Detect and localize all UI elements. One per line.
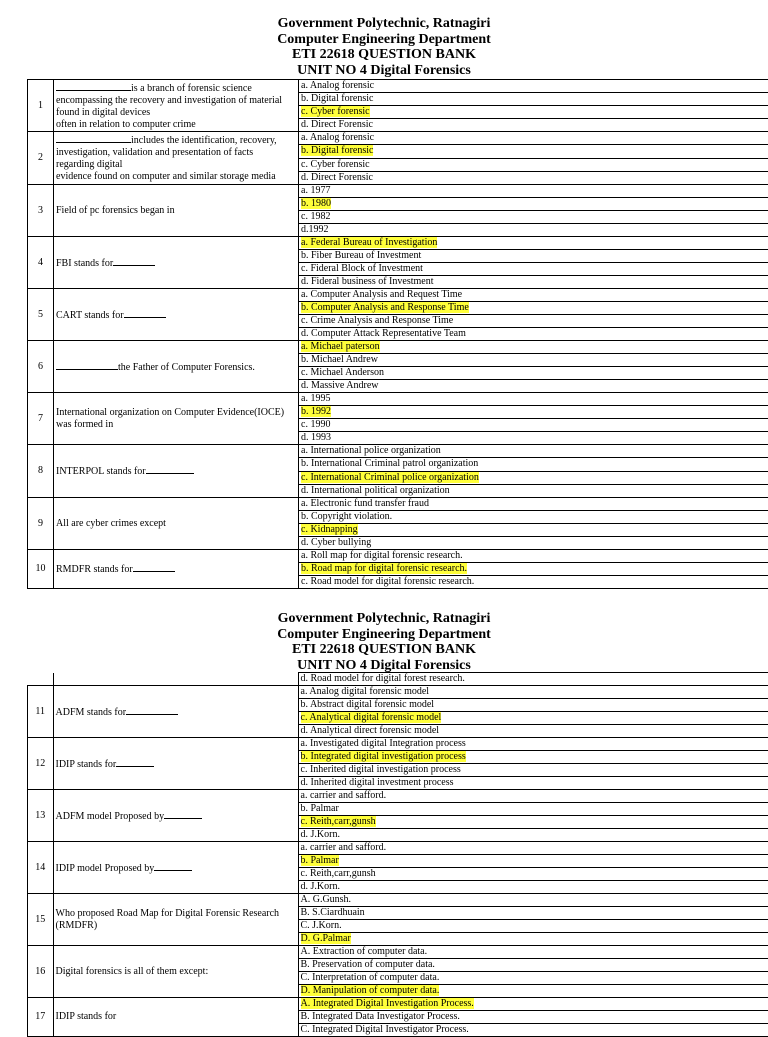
question-line [56,757,296,771]
question-line-text: found in digital devices [56,107,150,118]
answer-option [299,158,768,171]
question-row [28,998,768,1011]
option-text: a. International police organization [301,445,441,456]
answer-option [299,484,768,497]
question-number: 12 [28,738,54,790]
option-text: d. Massive Andrew [301,380,379,391]
question-number: 7 [28,393,54,445]
option-text: c. 1982 [301,211,330,222]
department-name: Computer Engineering Department [0,627,768,643]
question-number: 10 [28,550,54,589]
question-line-text: (RMDFR) [56,920,98,931]
answer-option [299,80,768,93]
correct-answer-option [298,751,768,764]
option-text: D. G.Palmar [301,933,351,944]
option-text: c. Reith,carr,gunsh [301,868,376,879]
question-text [54,341,299,393]
correct-answer-option [298,933,768,946]
question-number: 16 [28,946,54,998]
option-text: D. Manipulation of computer data. [301,985,440,996]
question-text [54,498,299,550]
question-number: 2 [28,132,54,185]
question-text [54,132,299,185]
question-line [56,360,296,374]
question-line [56,171,296,183]
answer-option [299,224,768,237]
question-line-text: includes the identification, recovery, [131,135,277,146]
answer-option [298,1011,768,1024]
option-text: c. Cyber forensic [301,106,370,117]
option-text: A. Extraction of computer data. [301,946,428,957]
option-text: d. J.Korn. [301,881,340,892]
question-table-page-1 [27,79,768,589]
question-text [53,946,298,998]
fill-in-blank [154,861,192,871]
question-number: 1 [28,80,54,132]
answer-option [298,881,768,894]
question-row [28,550,768,563]
answer-option [298,946,768,959]
option-text: c. Road model for digital forensic research. [301,576,474,587]
answer-option [299,498,768,511]
answer-option [299,289,768,302]
question-row [28,790,768,803]
correct-answer-option [299,341,768,354]
option-text: d. 1993 [301,432,331,443]
option-text: c. 1990 [301,419,330,430]
fill-in-blank [124,308,166,318]
answer-option [298,803,768,816]
answer-option [298,699,768,712]
question-line-text: FBI stands for [56,258,113,269]
answer-option [298,842,768,855]
question-line [56,518,296,530]
page-2-header [0,611,768,673]
question-row [28,498,768,511]
option-text: b. Palmar [301,855,339,866]
question-text [54,80,299,132]
question-line-text: Field of pc forensics began in [56,205,175,216]
option-text: b. Copyright violation. [301,511,392,522]
institute-name: Government Polytechnic, Ratnagiri [0,611,768,627]
question-text [54,185,299,237]
question-line-text: evidence found on computer and similar storage media [56,171,276,182]
answer-option [298,725,768,738]
answer-option [298,959,768,972]
answer-option [298,686,768,699]
question-line-text: IDIP model Proposed by [56,863,155,874]
question-line-text: RMDFR stands for [56,564,133,575]
answer-option [298,894,768,907]
option-text: b. Computer Analysis and Response Time [301,302,469,313]
option-text: c. Michael Anderson [301,367,384,378]
answer-option [299,576,768,589]
answer-option [298,829,768,842]
correct-answer-option [299,524,768,537]
option-text: a. Roll map for digital forensic research. [301,550,463,561]
question-line-text: is a branch of forensic science [131,83,252,94]
fill-in-blank [126,705,178,715]
question-line-text: All are cyber crimes except [56,518,166,529]
answer-option [298,920,768,933]
option-text: a. carrier and safford. [301,842,387,853]
option-text: a. Michael paterson [301,341,380,352]
question-text [53,686,298,738]
answer-option [299,511,768,524]
question-bank-title: ETI 22618 QUESTION BANK [0,47,768,63]
question-line [56,81,296,95]
question-line-text: investigation, validation and presentation of facts [56,147,253,158]
option-text: b. Palmar [301,803,339,814]
answer-option [299,419,768,432]
question-row [28,946,768,959]
correct-answer-option [298,816,768,829]
answer-option [299,315,768,328]
carry-over-option: d. Road model for digital forest research. [298,673,768,686]
option-text: a. carrier and safford. [301,790,387,801]
question-line-text: encompassing the recovery and investigation of material [56,95,282,106]
question-line [56,159,296,171]
question-line [56,966,296,978]
question-row [28,80,768,93]
answer-option [299,132,768,145]
question-line [56,562,296,576]
answer-option [299,185,768,198]
correct-answer-option [299,106,768,119]
correct-answer-option [299,237,768,250]
question-row [28,185,768,198]
fill-in-blank [56,81,131,91]
answer-option [298,1024,768,1037]
answer-option [298,868,768,881]
question-row [28,686,768,699]
correct-answer-option [299,198,768,211]
fill-in-blank [113,256,155,266]
question-line [56,147,296,159]
answer-option [299,276,768,289]
answer-option [299,550,768,563]
question-text [53,790,298,842]
correct-answer-option [299,145,768,158]
answer-option [298,764,768,777]
question-line-text: IDIP stands for [56,759,117,770]
option-text: d. Fideral business of Investment [301,276,433,287]
question-row [28,289,768,302]
question-line-text: often in relation to computer crime [56,119,196,130]
option-text: C. J.Korn. [301,920,342,931]
question-line [56,920,296,932]
option-text: d. Cyber bullying [301,537,371,548]
institute-name: Government Polytechnic, Ratnagiri [0,16,768,32]
question-line [56,95,296,107]
question-table-page-2 [27,672,768,1037]
option-text: c. Fideral Block of Investment [301,263,423,274]
question-line-text: Digital forensics is all of them except: [56,966,209,977]
fill-in-blank [56,133,131,143]
answer-option [299,93,768,106]
option-text: A. G.Gunsh. [301,894,352,905]
option-text: b. International Criminal patrol organization [301,458,478,469]
answer-option [298,972,768,985]
fill-in-blank [133,562,175,572]
option-text: C. Integrated Digital Investigator Process. [301,1024,469,1035]
option-text: b. Fiber Bureau of Investment [301,250,421,261]
question-row [28,738,768,751]
option-text: b. Digital forensic [301,93,373,104]
answer-option [298,777,768,790]
option-text: d. Direct Forensic [301,119,373,130]
question-bank-title: ETI 22618 QUESTION BANK [0,642,768,658]
question-number: 15 [28,894,54,946]
option-text: b. Integrated digital investigation process [301,751,466,762]
option-text: a. Computer Analysis and Request Time [301,289,462,300]
question-line-text: the Father of Computer Forensics. [118,362,255,373]
option-text: b. Michael Andrew [301,354,378,365]
question-text [53,894,298,946]
question-line [56,256,296,270]
answer-option [299,393,768,406]
question-line [56,861,296,875]
correct-answer-option [299,302,768,315]
question-number: 11 [28,686,54,738]
question-line-text: Who proposed Road Map for Digital Forensic Research [56,908,280,919]
question-line [56,464,296,478]
question-number: 4 [28,237,54,289]
option-text: d. Analytical direct forensic model [301,725,440,736]
option-text: d. Computer Attack Representative Team [301,328,466,339]
answer-option [299,367,768,380]
question-number: 5 [28,289,54,341]
question-line-text: IDIP stands for [56,1011,117,1022]
question-line [56,308,296,322]
question-text [53,842,298,894]
correct-answer-option [298,985,768,998]
question-line [56,205,296,217]
option-text: b. 1992 [301,406,331,417]
question-line-text: International organization on Computer Evidence(IOCE) [56,407,284,418]
answer-option [299,263,768,276]
option-text: d. Inherited digital investment process [301,777,454,788]
question-line [56,419,296,431]
option-text: c. Cyber forensic [301,159,370,170]
question-row [28,445,768,458]
fill-in-blank [146,464,194,474]
answer-option [299,354,768,367]
question-number: 3 [28,185,54,237]
answer-option [299,380,768,393]
correct-answer-option [298,855,768,868]
question-line-text: was formed in [56,419,113,430]
option-text: b. Digital forensic [301,145,373,156]
option-text: C. Interpretation of computer data. [301,972,440,983]
fill-in-blank [164,809,202,819]
answer-option [299,119,768,132]
question-line [56,705,296,719]
option-text: c. Kidnapping [301,524,358,535]
question-text [53,738,298,790]
question-row [28,393,768,406]
question-line [56,119,296,131]
option-text: d. J.Korn. [301,829,340,840]
question-number: 17 [28,998,54,1037]
department-name: Computer Engineering Department [0,32,768,48]
option-text: a. 1977 [301,185,330,196]
option-text: d. International political organization [301,485,450,496]
option-text: a. Analog digital forensic model [301,686,430,697]
option-text: c. International Criminal police organization [301,472,479,483]
answer-option [298,738,768,751]
question-row [28,894,768,907]
question-number: 8 [28,445,54,498]
question-text [54,550,299,589]
fill-in-blank [116,757,154,767]
answer-option [299,211,768,224]
question-text [53,998,298,1037]
answer-option [299,432,768,445]
option-text: a. Analog forensic [301,80,374,91]
page-1-header [0,16,768,78]
question-line [56,908,296,920]
answer-option [298,790,768,803]
option-text: c. Analytical digital forensic model [301,712,442,723]
question-number: 14 [28,842,54,894]
option-text: c. Inherited digital investigation process [301,764,461,775]
correct-answer-option [298,998,768,1011]
option-text: a. Investigated digital Integration process [301,738,466,749]
option-text: c. Reith,carr,gunsh [301,816,376,827]
correct-answer-option [299,471,768,484]
question-line [56,1011,296,1023]
correct-answer-option [299,563,768,576]
option-text: B. S.Ciardhuain [301,907,365,918]
answer-option [299,328,768,341]
question-line [56,107,296,119]
answer-option [299,458,768,471]
answer-option [299,250,768,263]
question-line-text: ADFM model Proposed by [56,811,165,822]
option-text: b. 1980 [301,198,331,209]
carry-over-row [28,673,768,686]
question-line-text: INTERPOL stands for [56,466,146,477]
option-text: b. Abstract digital forensic model [301,699,435,710]
question-row [28,842,768,855]
correct-answer-option [299,406,768,419]
answer-option [299,537,768,550]
question-text [54,445,299,498]
question-text [54,393,299,445]
question-line-text: regarding digital [56,159,122,170]
option-text: b. Road map for digital forensic research. [301,563,467,574]
option-text: a. Federal Bureau of Investigation [301,237,437,248]
option-text: A. Integrated Digital Investigation Process. [301,998,474,1009]
unit-title: UNIT NO 4 Digital Forensics [0,63,768,79]
question-line-text: CART stands for [56,310,124,321]
question-line [56,133,296,147]
question-number: 6 [28,341,54,393]
option-text: a. 1995 [301,393,330,404]
answer-option [299,171,768,184]
correct-answer-option [298,712,768,725]
answer-option [298,907,768,920]
unit-title: UNIT NO 4 Digital Forensics [0,658,768,674]
option-text: a. Electronic fund transfer fraud [301,498,429,509]
question-line [56,407,296,419]
answer-option [299,445,768,458]
question-row [28,237,768,250]
question-text [54,237,299,289]
option-text: d. Direct Forensic [301,172,373,183]
option-text: a. Analog forensic [301,132,374,143]
question-number: 9 [28,498,54,550]
option-text: B. Integrated Data Investigator Process. [301,1011,460,1022]
option-text: B. Preservation of computer data. [301,959,435,970]
question-line-text: ADFM stands for [56,707,127,718]
question-text [54,289,299,341]
question-number: 13 [28,790,54,842]
question-row [28,341,768,354]
option-text: d.1992 [301,224,329,235]
question-line [56,809,296,823]
option-text: c. Crime Analysis and Response Time [301,315,453,326]
question-row [28,132,768,145]
fill-in-blank [56,360,118,370]
